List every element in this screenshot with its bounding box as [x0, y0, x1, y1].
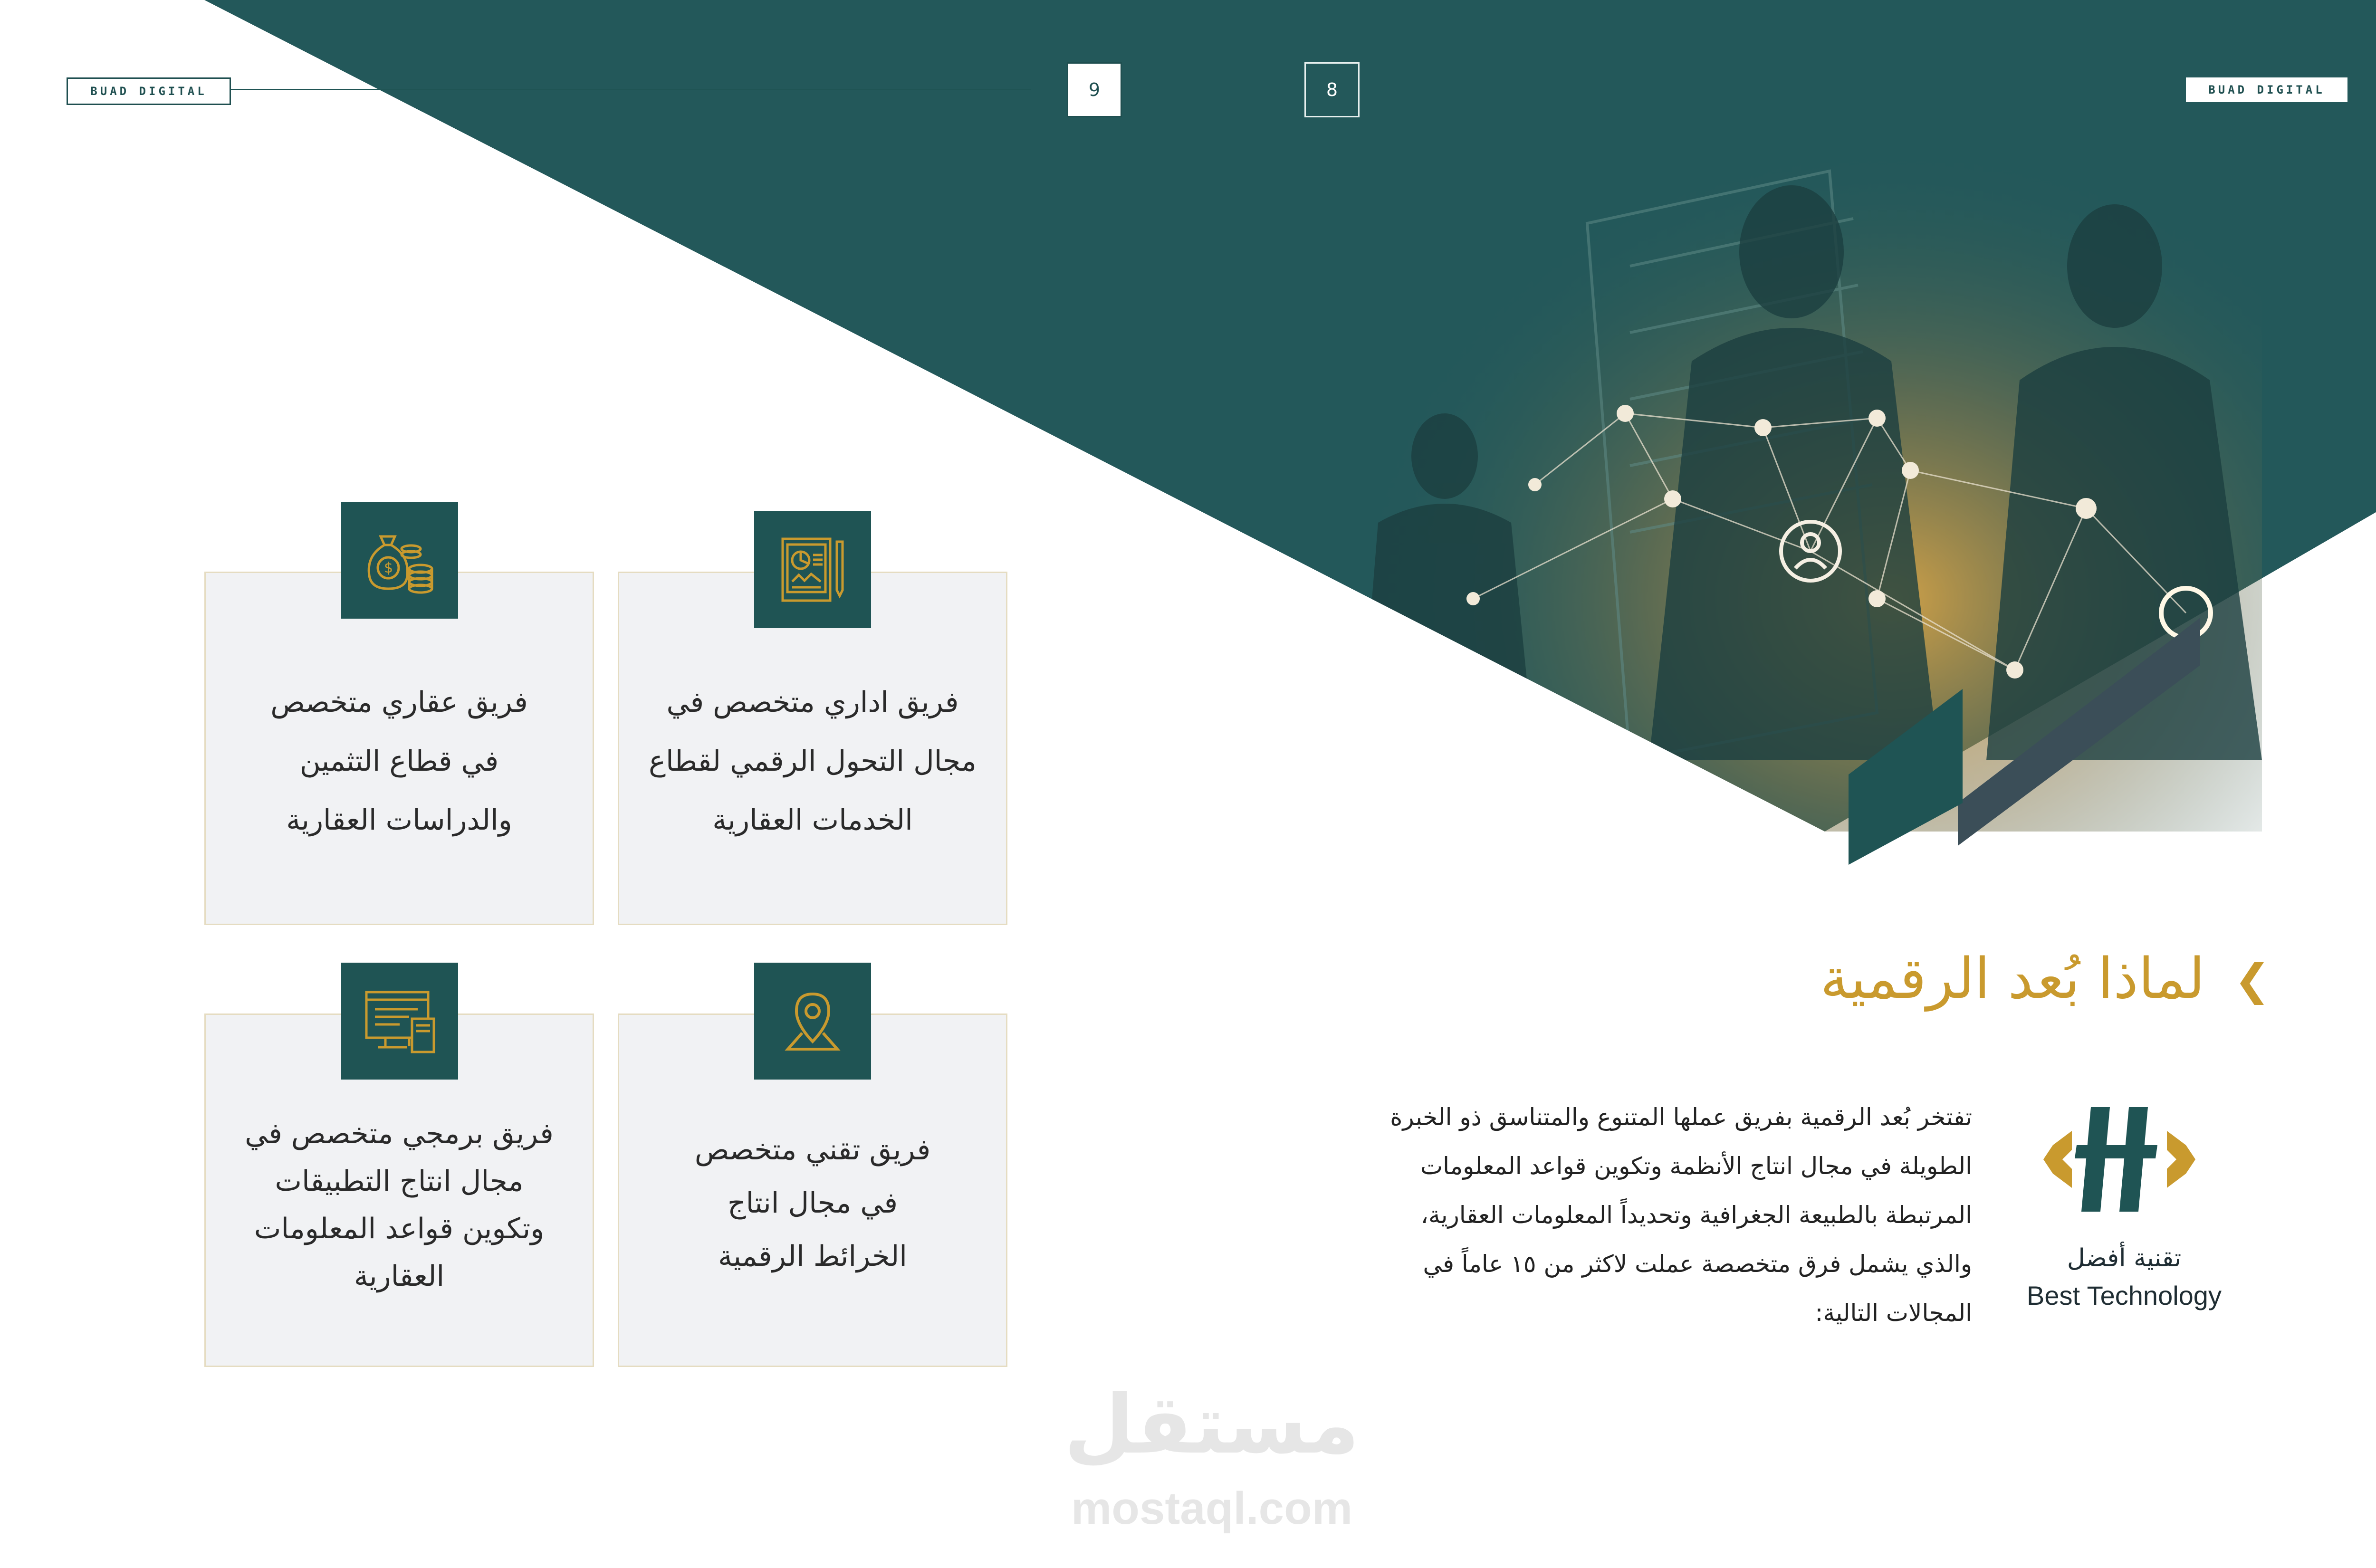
- card-realestate-team: [204, 572, 594, 925]
- card-line: فريق تقني متخصص: [694, 1133, 931, 1166]
- card-line: فريق برمجي متخصص في: [245, 1117, 554, 1150]
- card-software-text: [220, 1110, 578, 1300]
- brand-tag-right: BUAD DIGITAL: [2186, 77, 2347, 102]
- card-realestate-text: [220, 673, 578, 850]
- card-line: والدراسات العقارية: [286, 803, 512, 837]
- watermark-url: mostaql.com: [1071, 1483, 1353, 1534]
- page-number-right: 8: [1304, 62, 1360, 117]
- section-title: لماذا بُعد الرقمية: [1820, 946, 2205, 1011]
- card-line: فريق اداري متخصص في: [666, 686, 959, 719]
- svg-text:$: $: [384, 560, 393, 576]
- card-line: فريق عقاري متخصص: [270, 686, 528, 719]
- card-line: في قطاع التثمين: [299, 745, 499, 778]
- card-line: في مجال انتاج: [727, 1186, 898, 1220]
- body-line: المرتبطة بالطبيعة الجغرافية وتحديداً المعلومات العقارية،: [1420, 1201, 1972, 1229]
- logo-english-text: Best Technology: [2027, 1281, 2222, 1310]
- watermark-arabic: مستقل: [1064, 1378, 1360, 1472]
- devices-screen-icon: [341, 963, 458, 1080]
- chevron-left-icon: [2238, 962, 2267, 1005]
- chart-report-icon: [754, 511, 871, 628]
- card-tech-text: [633, 1123, 992, 1283]
- section-body: [1354, 1093, 1972, 1338]
- page-number-left: 9: [1067, 62, 1122, 117]
- card-line: مجال التحول الرقمي لقطاع: [649, 745, 977, 778]
- money-bag-coins-icon: [341, 502, 458, 619]
- map-pin-icon: [754, 963, 871, 1080]
- body-line: الطويلة في مجال انتاج الأنظمة وتكوين قواعد المعلومات: [1420, 1152, 1972, 1180]
- card-line: وتكوين قواعد المعلومات: [254, 1212, 545, 1245]
- card-line: الخدمات العقارية: [712, 803, 913, 837]
- card-line: مجال انتاج التطبيقات: [275, 1165, 524, 1198]
- card-line: العقارية: [354, 1260, 445, 1293]
- brand-tag-left: BUAD DIGITAL: [67, 77, 231, 105]
- card-admin-text: [633, 673, 992, 850]
- body-line: المجالات التالية:: [1815, 1299, 1972, 1327]
- body-line: والذي يشمل فرق متخصصة عملت لاكثر من ١٥ عاماً في: [1423, 1250, 1972, 1278]
- logo-arabic-text: تقنية أفضل: [2067, 1244, 2182, 1272]
- company-logo: [2034, 1102, 2205, 1216]
- card-line: الخرائط الرقمية: [718, 1240, 907, 1273]
- body-line: تفتخر بُعد الرقمية بفريق عملها المتنوع والمتناسق ذو الخبرة: [1390, 1103, 1972, 1131]
